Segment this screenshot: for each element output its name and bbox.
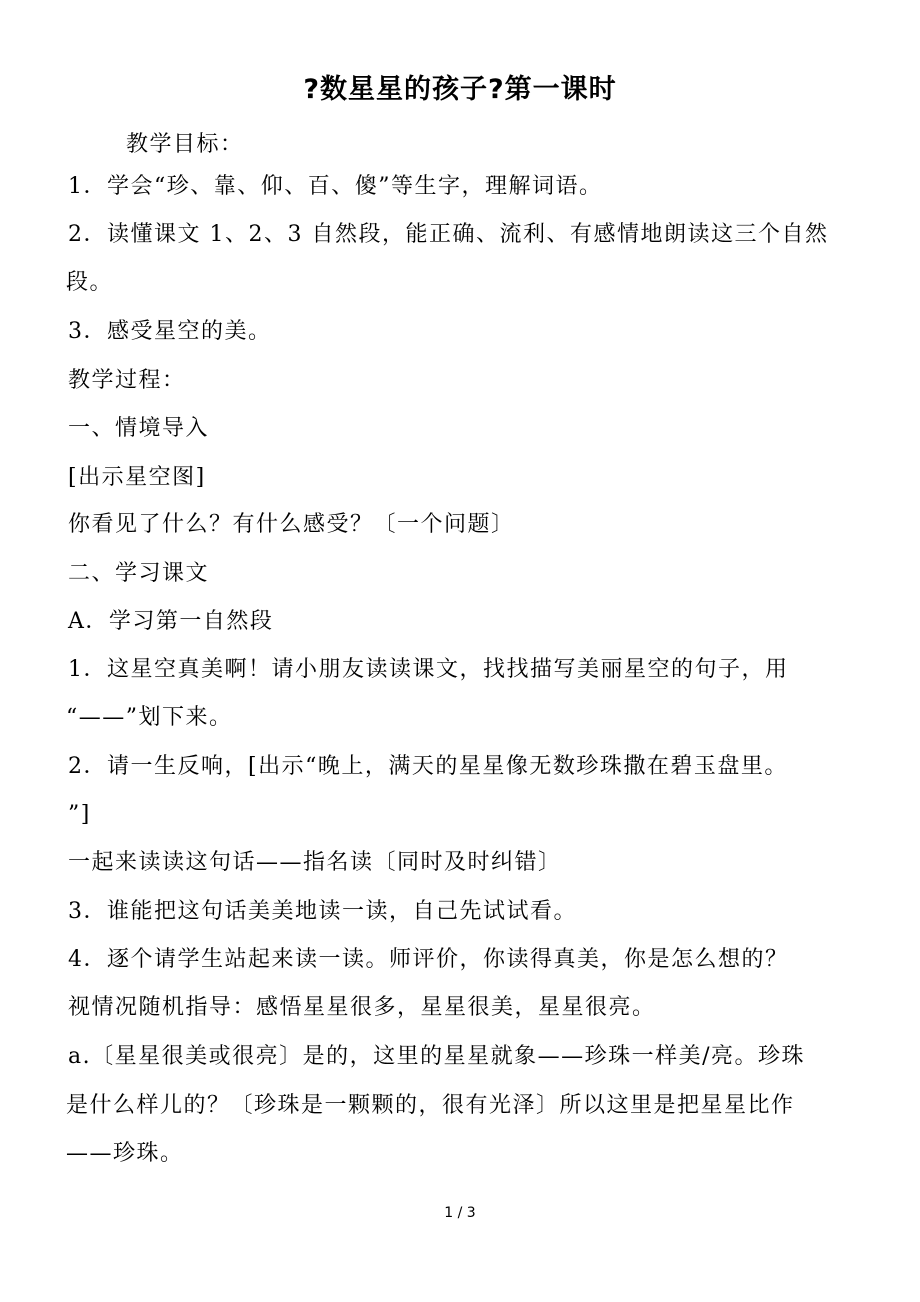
point-a-continued-2: ——珍珠。 (66, 1141, 184, 1166)
objective-2-continued: 段。 (66, 270, 114, 295)
section-heading-objectives: 教学目标： (126, 132, 244, 157)
activity-4: 4．逐个请学生站起来读一读。师评价，你读得真美，你是怎么想的？ (68, 947, 789, 972)
activity-2: 2．请一生反响，[出示“晚上，满天的星星像无数珍珠撒在碧玉盘里。 (68, 754, 788, 779)
objective-3: 3．感受星空的美。 (68, 319, 272, 344)
step-heading-intro: 一、情境导入 (68, 416, 210, 441)
read-together: 一起来读读这句话——指名读〔同时及时纠错〕 (68, 850, 562, 875)
step-heading-learn: 二、学习课文 (68, 561, 210, 586)
question-line: 你看见了什么？有什么感受？〔一个问题〕 (68, 512, 515, 537)
activity-3: 3．谁能把这句话美美地读一读，自己先试试看。 (68, 899, 577, 924)
subsection-a: A．学习第一自然段 (68, 609, 274, 634)
show-starry-sky: [出示星空图] (68, 465, 206, 490)
activity-1-continued: “——”划下来。 (66, 705, 233, 730)
objective-2: 2．读懂课文 1、2、3 自然段，能正确、流利、有感情地朗读这三个自然 (68, 222, 829, 247)
section-heading-process: 教学过程： (68, 368, 186, 393)
activity-1: 1．这星空真美啊！请小朋友读读课文，找找描写美丽星空的句子，用 (68, 657, 789, 682)
point-a: a.〔星星很美或很亮〕是的，这里的星星就象——珍珠一样美/亮。珍珠 (68, 1044, 806, 1069)
activity-2-continued: ”] (68, 802, 91, 827)
objective-1: 1．学会“珍、靠、仰、百、傻”等生字，理解词语。 (68, 174, 603, 199)
document-title: ?数星星的孩子?第一课时 (303, 74, 617, 105)
point-a-continued-1: 是什么样儿的？〔珍珠是一颗颗的，很有光泽〕所以这里是把星星比作 (66, 1093, 795, 1118)
guidance-line: 视情况随机指导：感悟星星很多，星星很美，星星很亮。 (68, 995, 656, 1020)
page-number: 1 / 3 (444, 1205, 476, 1221)
